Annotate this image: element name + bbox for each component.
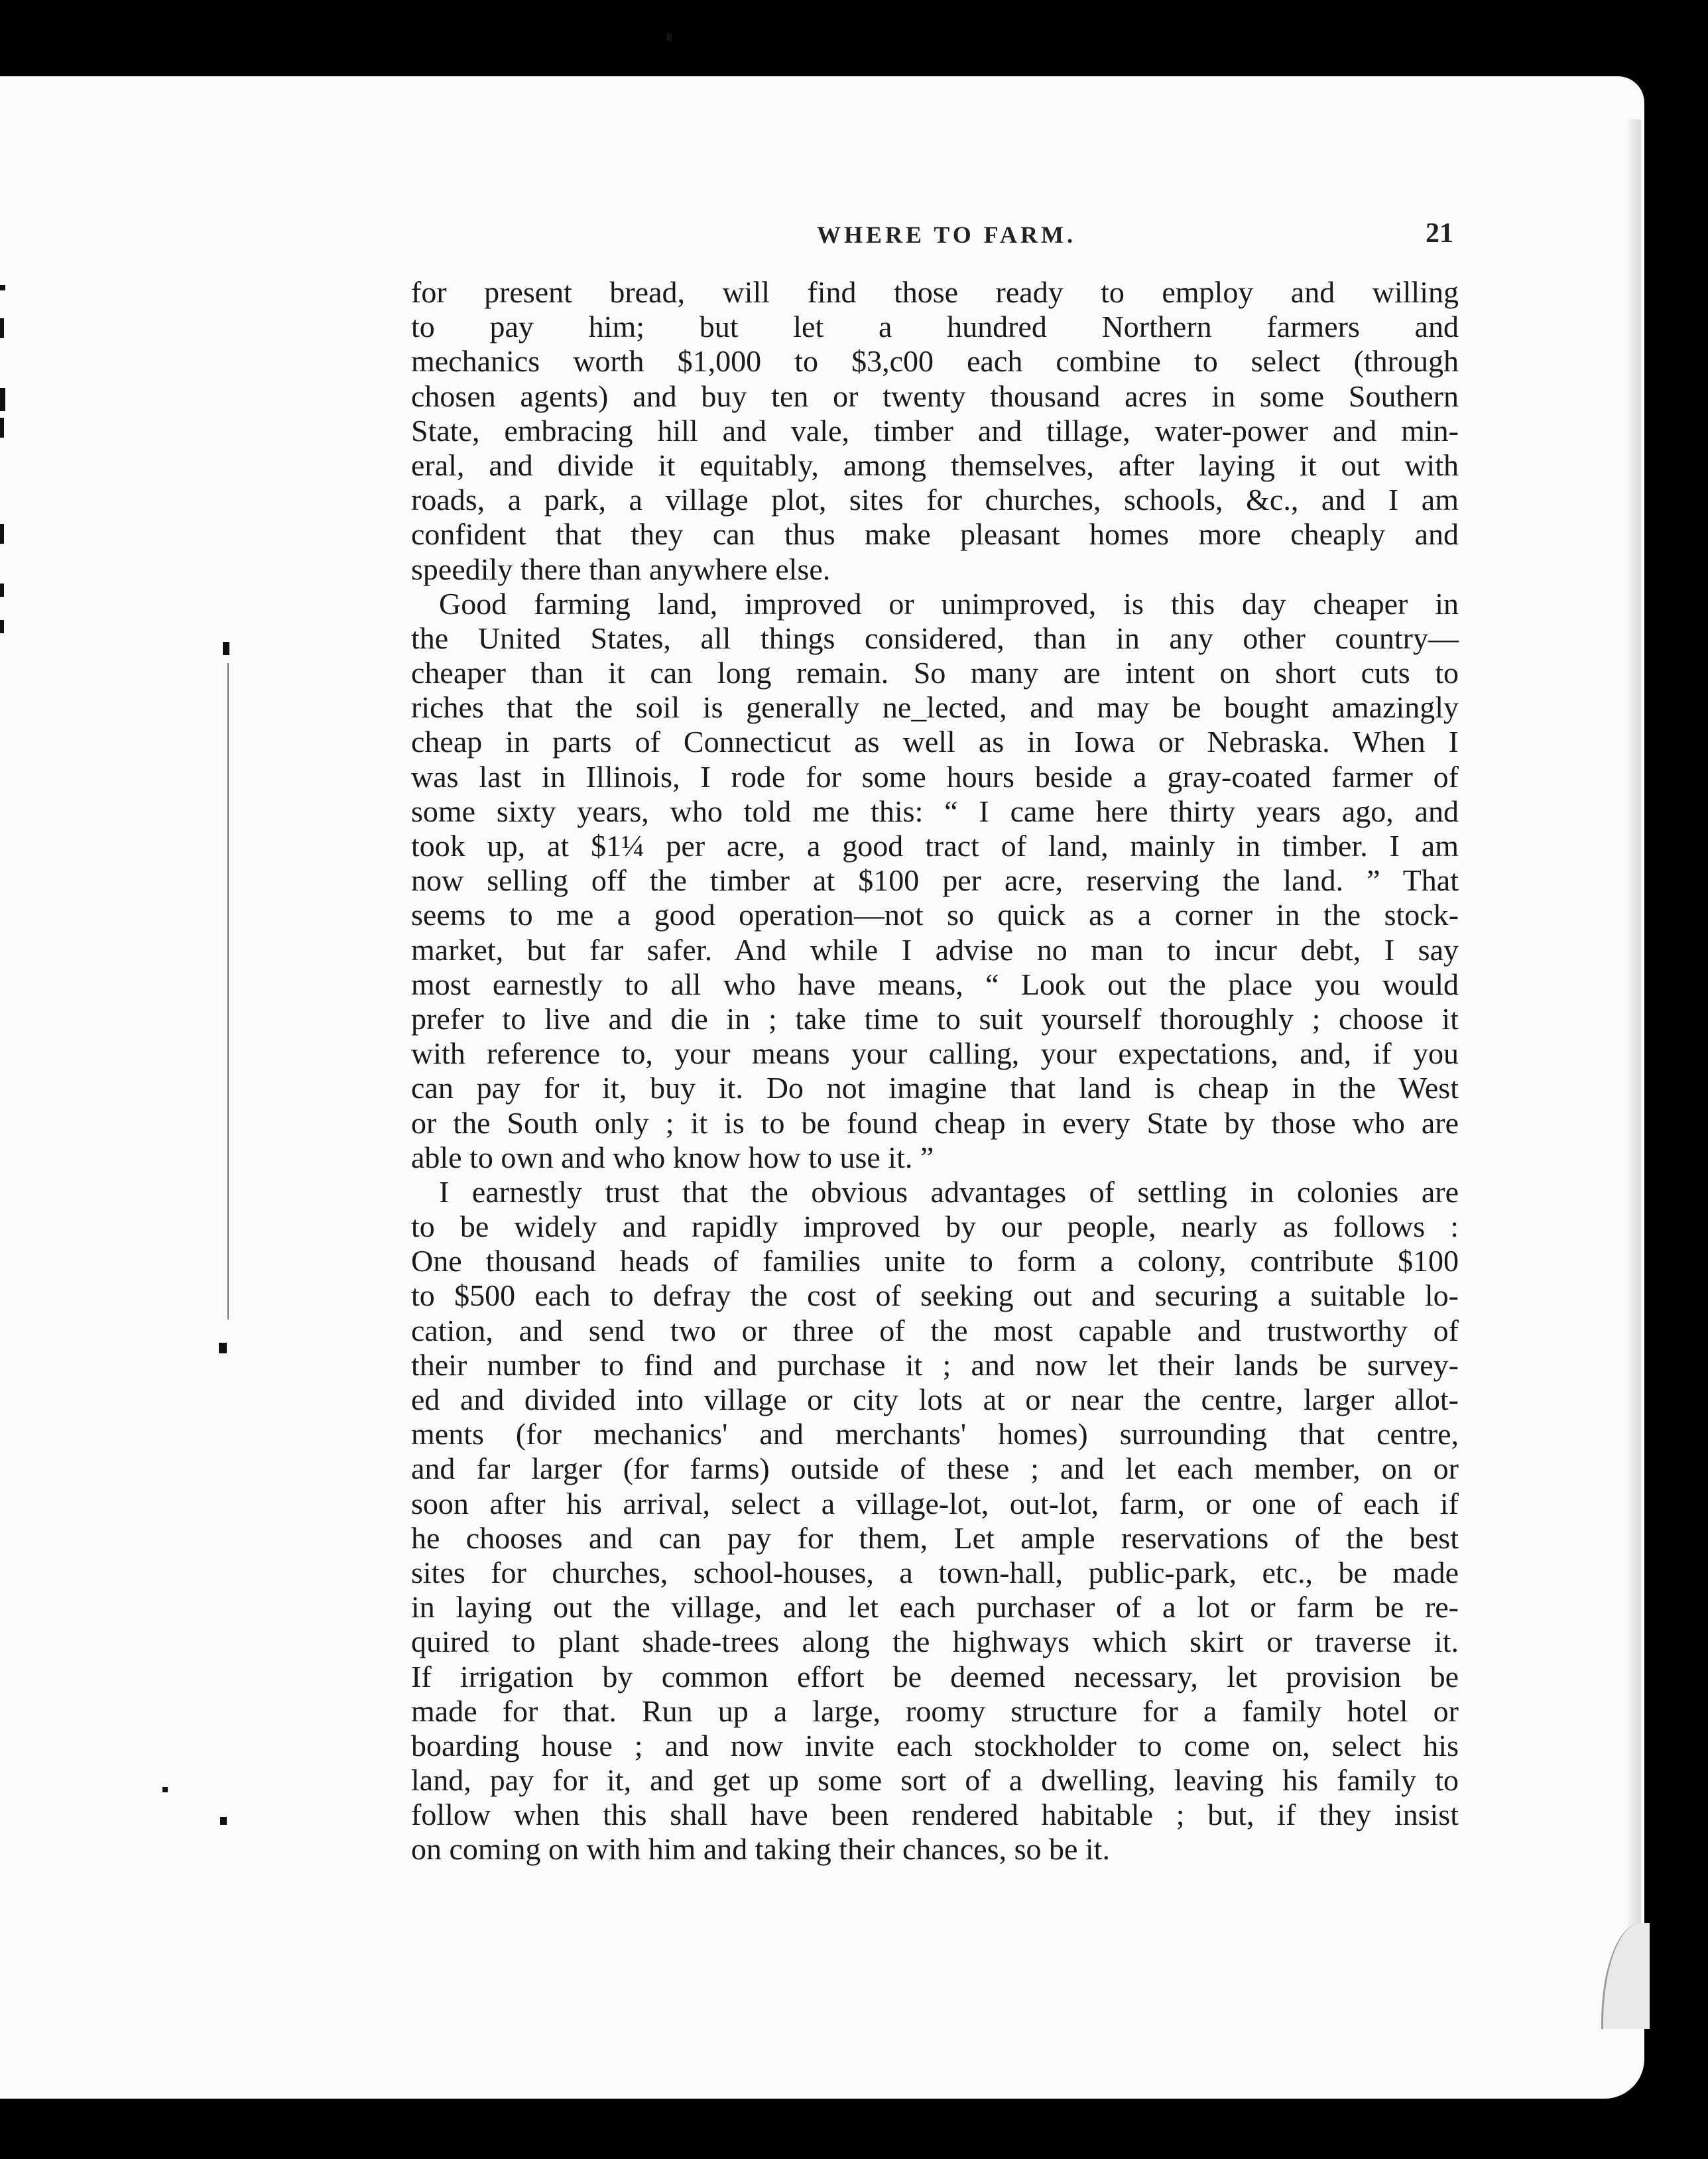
- text-line: follow when this shall have been rendered habitable ; but, if they insist: [411, 1798, 1459, 1832]
- text-line: now selling off the timber at $100 per acre, reserving the land. ” That: [411, 863, 1459, 898]
- text-line: able to own and who know how to use it. ”: [411, 1140, 934, 1174]
- page-edge-shadow: [1628, 119, 1641, 1989]
- text-line: I earnestly trust that the obvious advantages of settling in colonies are: [439, 1174, 1459, 1209]
- text-line: to $500 each to defray the cost of seeking out and securing a suitable lo-: [411, 1278, 1459, 1313]
- text-line: confident that they can thus make pleasant homes more cheaply and: [411, 517, 1459, 552]
- running-header: WHERE TO FARM.: [817, 221, 1077, 248]
- text-line: made for that. Run up a large, roomy structure for a family hotel or: [411, 1694, 1459, 1728]
- text-line: most earnestly to all who have means, “ Look out the place you would: [411, 967, 1459, 1001]
- text-line: in laying out the village, and let each purchaser of a lot or farm be re-: [411, 1590, 1459, 1625]
- text-line: speedily there than anywhere else.: [411, 552, 831, 586]
- text-line: Good farming land, improved or unimproved, is this day cheaper in: [439, 586, 1459, 621]
- text-line: on coming on with him and taking their chances, so be it.: [411, 1832, 1110, 1867]
- text-line: cation, and send two or three of the most capable and trustworthy of: [411, 1313, 1459, 1347]
- text-line: the United States, all things considered, than in any other country—: [411, 621, 1459, 655]
- text-line: sites for churches, school-houses, a town-hall, public-park, etc., be made: [411, 1555, 1459, 1589]
- text-line: took up, at $1¼ per acre, a good tract of land, mainly in timber. I am: [411, 829, 1459, 863]
- text-line: boarding house ; and now invite each stockholder to come on, select his: [411, 1728, 1459, 1762]
- text-line: to be widely and rapidly improved by our people, nearly as follows :: [411, 1209, 1459, 1244]
- text-line: market, but far safer. And while I advise no man to incur debt, I say: [411, 932, 1459, 967]
- text-line: ments (for mechanics' and merchants' homes) surrounding that centre,: [411, 1417, 1459, 1451]
- text-line: for present bread, will find those ready to employ and willing: [411, 275, 1459, 309]
- text-line: and far larger (for farms) outside of these ; and let each member, on or: [411, 1451, 1459, 1486]
- text-line: land, pay for it, and get up some sort of a dwelling, leaving his family to: [411, 1763, 1459, 1798]
- text-line: some sixty years, who told me this: “ I came here thirty years ago, and: [411, 794, 1459, 828]
- text-line: State, embracing hill and vale, timber and tillage, water-power and min-: [411, 413, 1459, 448]
- text-line: soon after his arrival, select a village-lot, out-lot, farm, or one of each if: [411, 1486, 1459, 1520]
- text-line: prefer to live and die in ; take time to suit yourself thoroughly ; choose it: [411, 1001, 1459, 1036]
- text-line: roads, a park, a village plot, sites for churches, schools, &c., and I am: [411, 483, 1459, 517]
- text-line: was last in Illinois, I rode for some hours beside a gray-coated farmer of: [411, 759, 1459, 794]
- text-line: One thousand heads of families unite to form a colony, contribute $100: [411, 1244, 1459, 1278]
- text-line: to pay him; but let a hundred Northern farmers and: [411, 310, 1459, 344]
- text-line: eral, and divide it equitably, among themselves, after laying it out with: [411, 448, 1459, 482]
- text-line: can pay for it, buy it. Do not imagine that land is cheap in the West: [411, 1071, 1459, 1105]
- text-line: ed and divided into village or city lots at or near the centre, larger allot-: [411, 1383, 1459, 1416]
- text-line: chosen agents) and buy ten or twenty thousand acres in some Southern: [411, 379, 1459, 413]
- body-text: [411, 275, 1459, 1867]
- text-line: or the South only ; it is to be found cheap in every State by those who are: [411, 1105, 1459, 1140]
- text-line: with reference to, your means your calling, your expectations, and, if you: [411, 1036, 1459, 1071]
- text-line: riches that the soil is generally ne_lected, and may be bought amazingly: [411, 690, 1459, 725]
- text-line: quired to plant shade-trees along the highways which skirt or traverse it.: [411, 1625, 1459, 1659]
- text-line: cheaper than it can long remain. So many are intent on short cuts to: [411, 656, 1459, 690]
- text-line: cheap in parts of Connecticut as well as in Iowa or Nebraska. When I: [411, 725, 1459, 759]
- text-line: seems to me a good operation—not so quick as a corner in the stock-: [411, 898, 1459, 932]
- text-line: mechanics worth $1,000 to $3,c00 each combine to select (through: [411, 344, 1459, 379]
- text-line: their number to find and purchase it ; and now let their lands be survey-: [411, 1347, 1459, 1382]
- text-line: he chooses and can pay for them, Let ample reservations of the best: [411, 1520, 1459, 1555]
- page-number: 21: [1426, 218, 1453, 249]
- text-line: If irrigation by common effort be deemed necessary, let provision be: [411, 1659, 1459, 1694]
